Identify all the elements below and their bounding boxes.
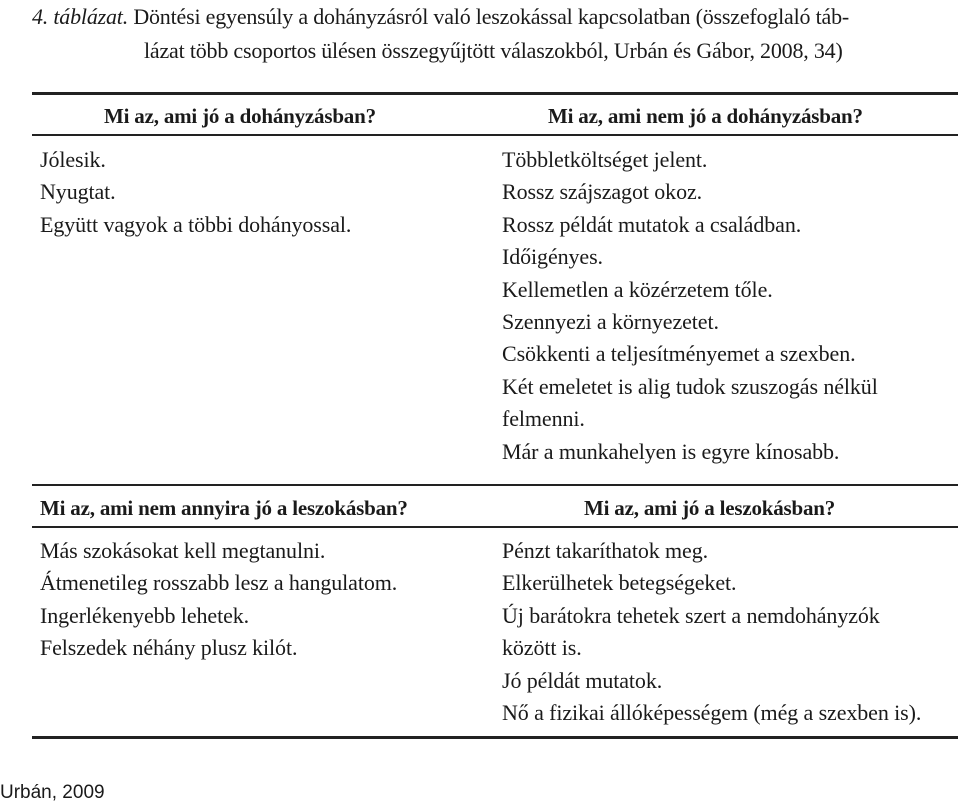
list-item — [502, 600, 954, 665]
list-pros-of-smoking — [40, 144, 351, 241]
list-cons-of-quitting — [40, 535, 397, 665]
list-item: Más szokásokat kell megtanulni. — [40, 538, 326, 563]
heading-cons-of-smoking: Mi az, ami nem jó a dohányzásban? — [548, 104, 863, 128]
list-cons-of-smoking — [502, 144, 954, 468]
table-caption — [32, 0, 952, 68]
list-item — [502, 371, 954, 436]
list-item: Ingerlékenyebb lehetek. — [40, 602, 250, 628]
heading-pros-of-smoking: Mi az, ami jó a dohányzásban? — [104, 104, 376, 128]
heading-pros-of-quitting: Mi az, ami jó a leszokásban? — [584, 496, 836, 520]
list-item: Átmenetileg rosszabb lesz a hangulatom. — [40, 570, 398, 596]
list-item-line: felmenni. — [502, 406, 585, 432]
list-item: Már a munkahelyen is egyre kínosabb. — [502, 438, 840, 464]
heading-cons-of-quitting: Mi az, ami nem annyira jó a leszokásban? — [40, 496, 408, 520]
list-item: Nyugtat. — [40, 179, 116, 205]
list-item: Együtt vagyok a többi dohányossal. — [40, 211, 352, 237]
list-item: Szennyezi a környezetet. — [502, 309, 719, 335]
list-item: Pénzt takaríthatok meg. — [502, 538, 709, 563]
table-number: 4. táblázat. — [32, 4, 128, 29]
header-rule-top — [32, 134, 958, 136]
list-item-line: között is. — [502, 635, 582, 661]
list-item: Felszedek néhány plusz kilót. — [40, 635, 298, 661]
middle-rule-lower — [32, 526, 958, 528]
list-item: Jó példát mutatok. — [502, 667, 663, 693]
list-item: Rossz példát mutatok a családban. — [502, 211, 802, 237]
table-top-rule — [32, 92, 958, 95]
list-item: Jólesik. — [40, 147, 106, 172]
list-item-line: Két emeletet is alig tudok szuszogás nélkül — [502, 373, 878, 399]
list-item: Nő a fizikai állóképességem (még a szexben is). — [502, 700, 922, 726]
table-title-line-1: Döntési egyensúly a dohányzásról való leszokással kapcsolatban (összefoglaló táb- — [133, 4, 849, 29]
list-item: Időigényes. — [502, 244, 603, 270]
list-item: Kellemetlen a közérzetem tőle. — [502, 276, 773, 302]
table-bottom-rule — [32, 736, 958, 739]
list-item: Elkerülhetek betegségeket. — [502, 570, 737, 596]
middle-rule-upper — [32, 484, 958, 486]
list-item: Rossz szájszagot okoz. — [502, 179, 703, 205]
list-item: Többletköltséget jelent. — [502, 147, 708, 172]
list-item: Csökkenti a teljesítményemet a szexben. — [502, 341, 856, 367]
list-pros-of-quitting — [502, 535, 954, 729]
source-citation: Urbán, 2009 — [0, 782, 105, 803]
table-title-line-2: lázat több csoportos ülésen összegyűjtött válaszokból, Urbán és Gábor, 2008, 34) — [144, 38, 843, 63]
list-item-line: Új barátokra tehetek szert a nemdohányzók — [502, 602, 880, 628]
